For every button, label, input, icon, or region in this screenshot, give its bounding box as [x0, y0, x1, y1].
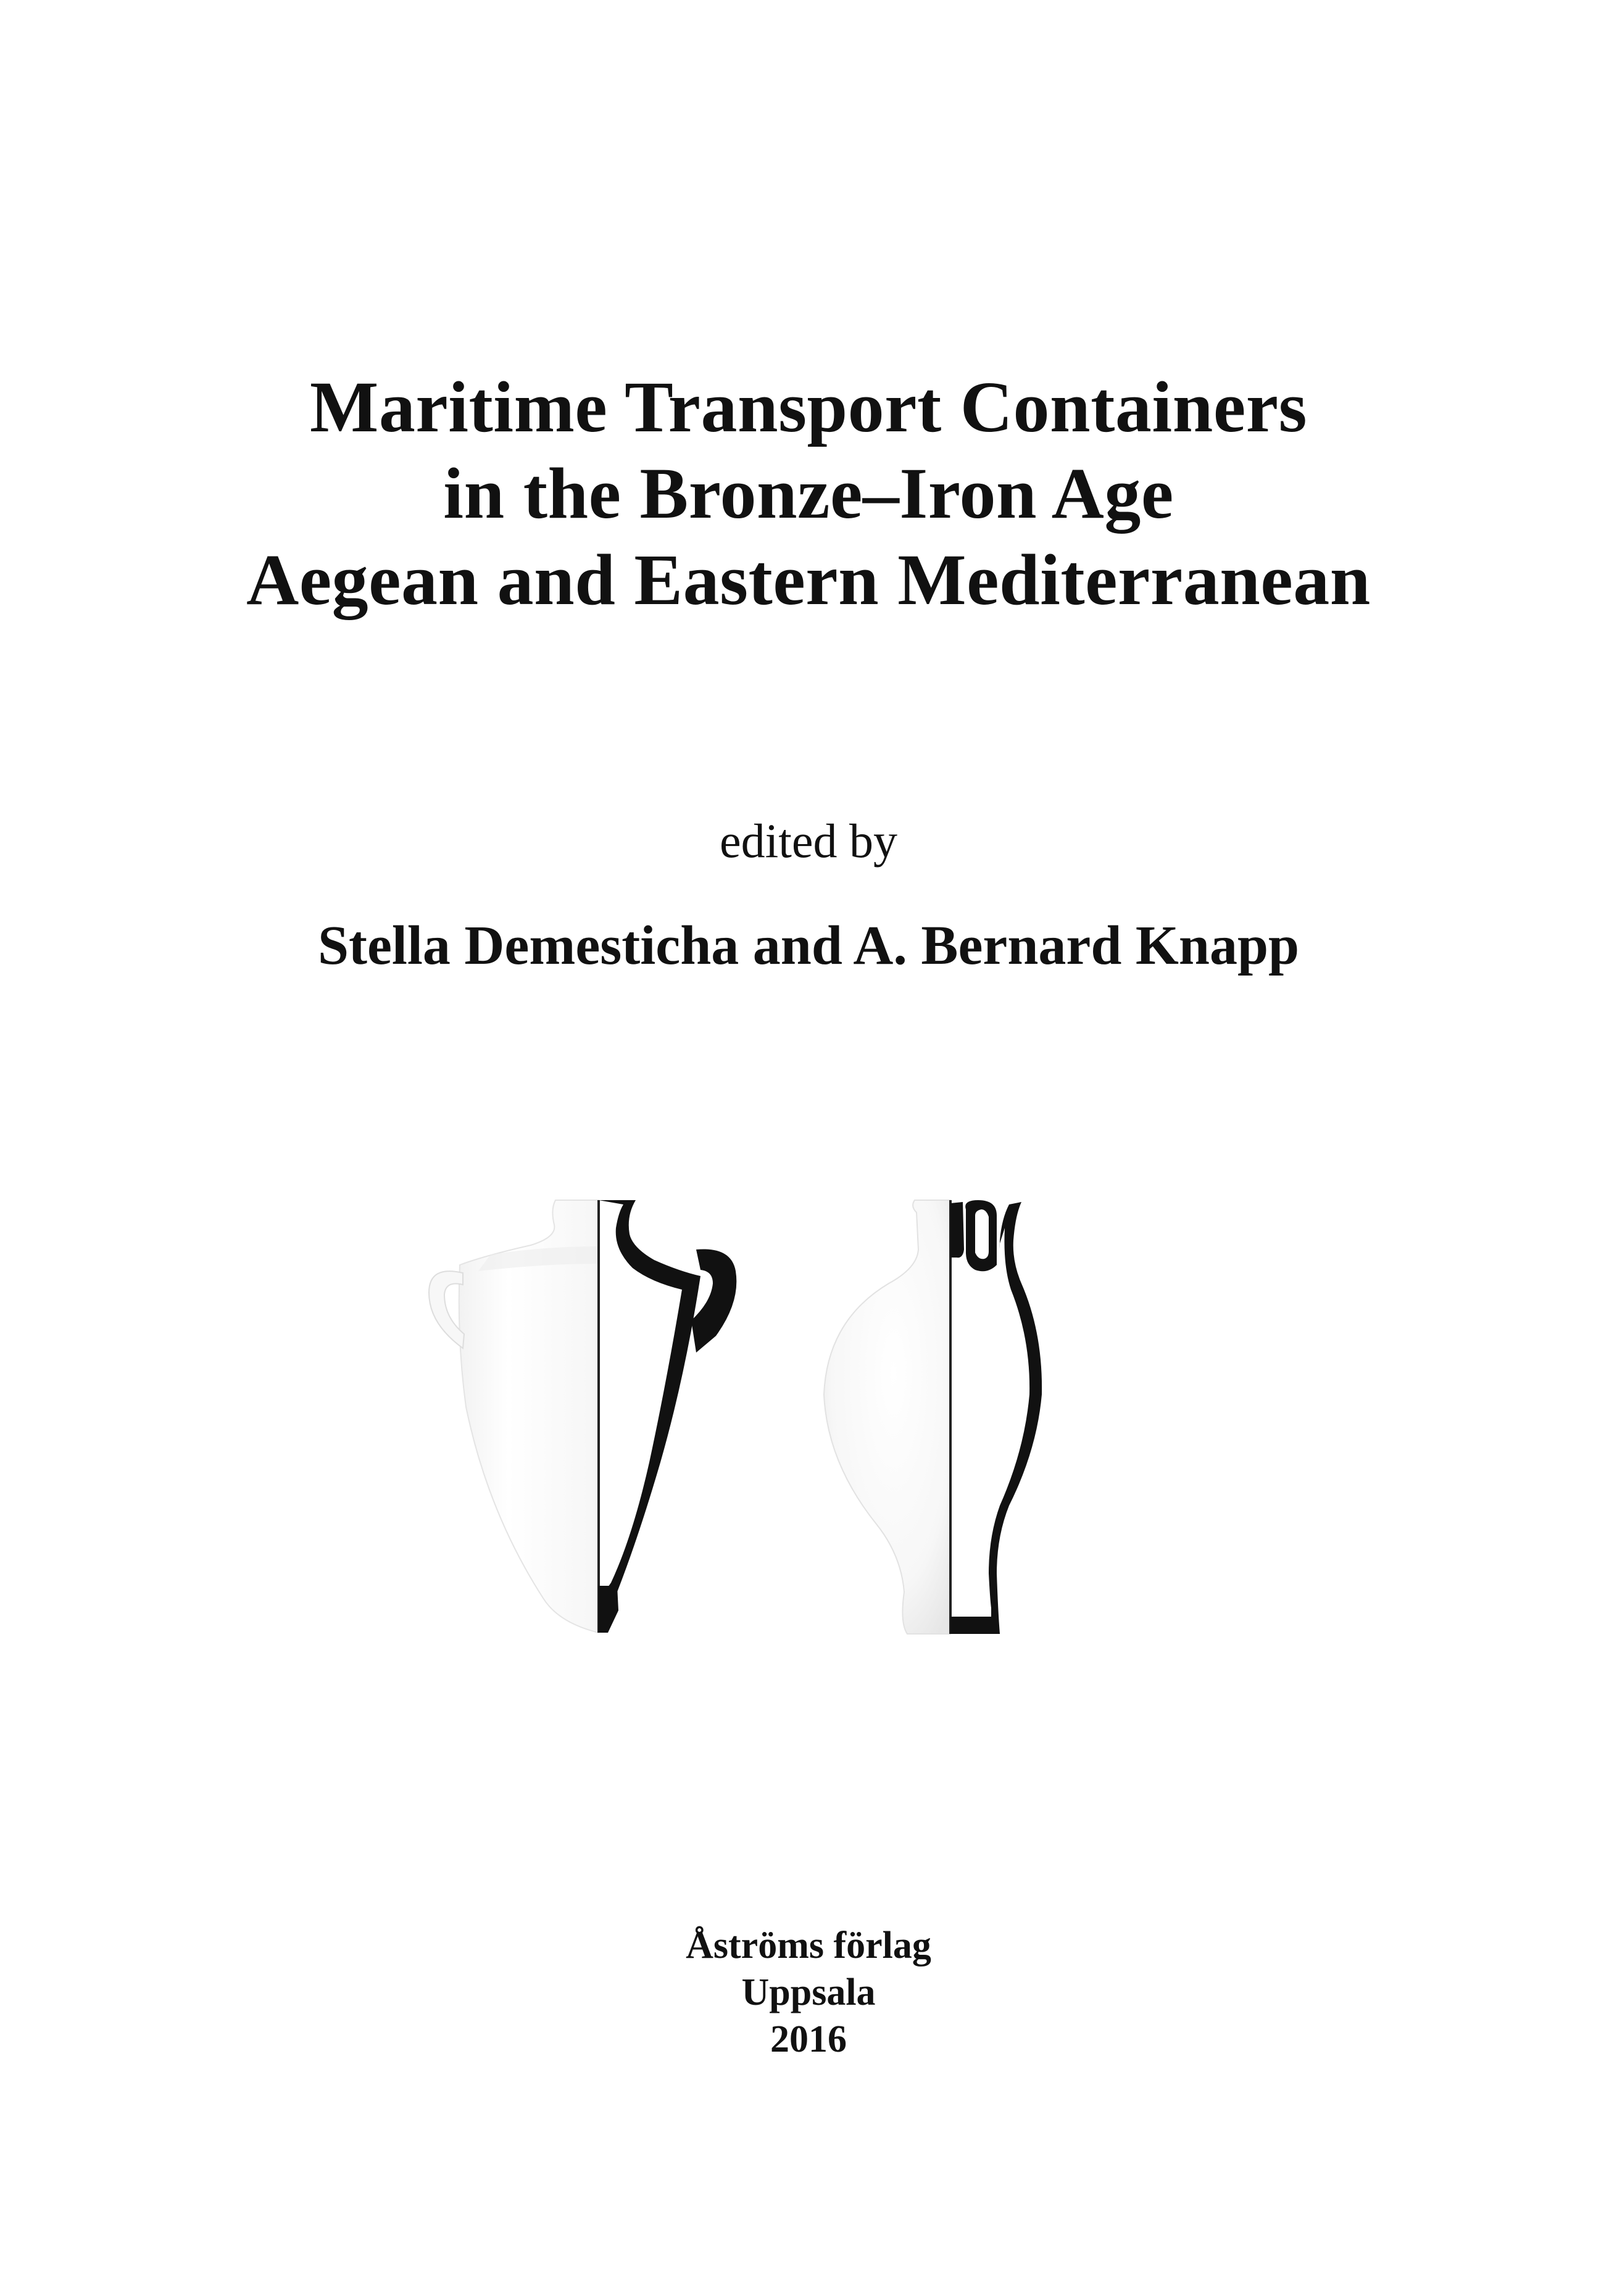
edited-by-label: edited by: [719, 814, 898, 868]
publication-year: 2016: [770, 2018, 847, 2060]
amphora-profile-drawing: [429, 1200, 736, 1633]
book-title: [0, 364, 1617, 623]
title-line-2: in the Bronze–Iron Age: [443, 453, 1174, 534]
amphora-illustration: [420, 1191, 1160, 1703]
title-line-1: Maritime Transport Containers: [309, 367, 1308, 447]
imprint: [0, 1922, 1617, 2063]
title-line-3: Aegean and Eastern Mediterranean: [246, 539, 1371, 620]
publication-city: Uppsala: [741, 1971, 876, 2013]
editors-names: Stella Demesticha and A. Bernard Knapp: [317, 915, 1300, 976]
jar-profile-drawing: [824, 1200, 1042, 1634]
publisher: Åströms förlag: [686, 1925, 931, 1967]
